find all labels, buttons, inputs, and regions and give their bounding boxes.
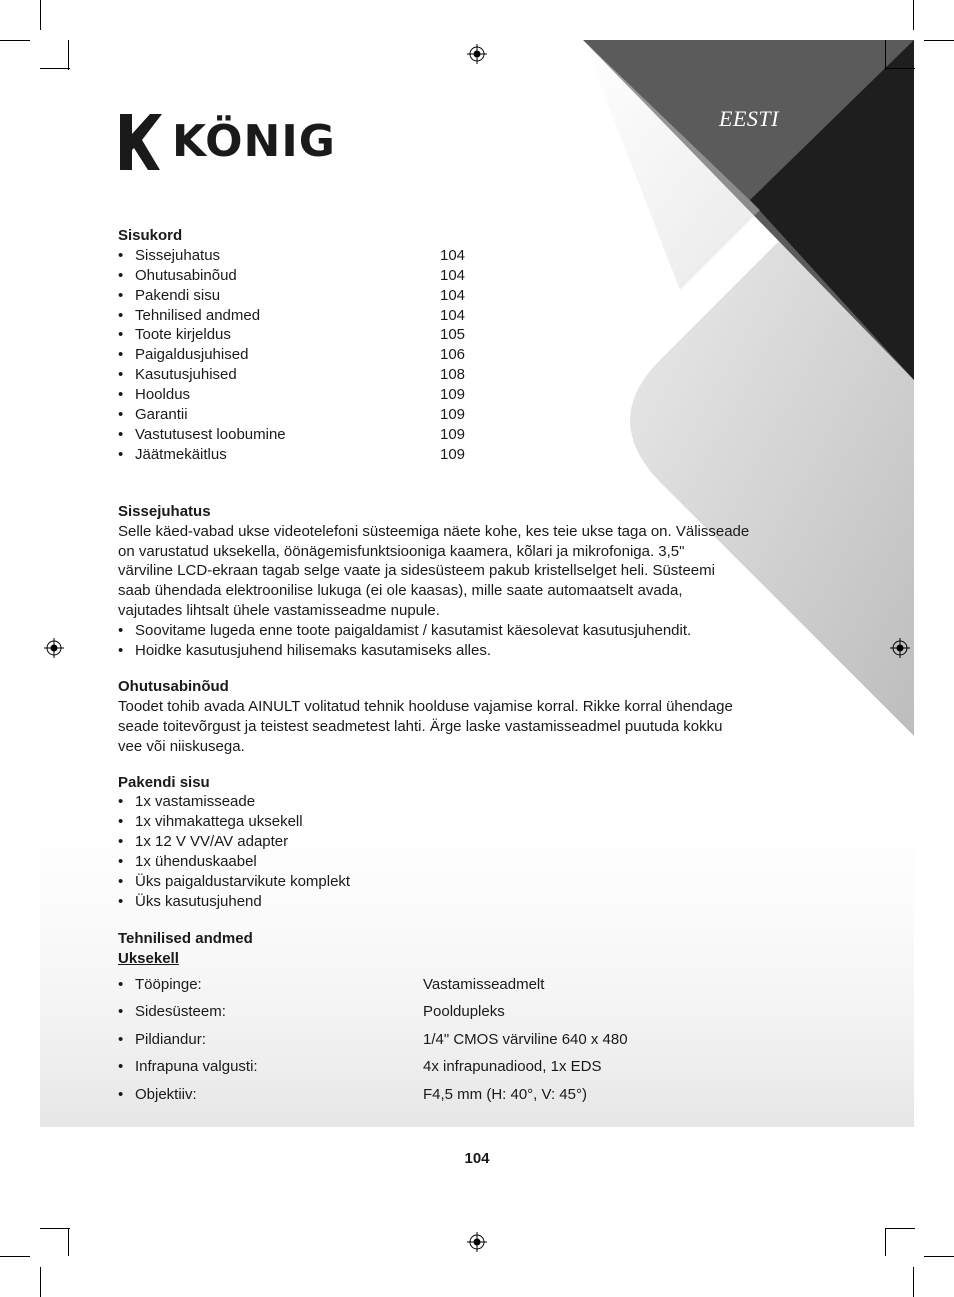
list-item bbox=[118, 286, 768, 306]
safety-title: Ohutusabinõud bbox=[118, 677, 229, 695]
crop-mark bbox=[0, 40, 30, 41]
language-label: EESTI bbox=[719, 106, 779, 131]
toc-page: 104 bbox=[440, 246, 466, 264]
intro-line: on varustatud uksekella, öönägemisfunktsiooniga kaamera, kõlari ja mikrofoniga. 3,5" bbox=[118, 542, 685, 560]
crop-mark bbox=[885, 1228, 886, 1256]
toc-title: Sisukord bbox=[118, 227, 183, 244]
bullet-icon: • bbox=[118, 975, 124, 993]
package-item: Üks paigaldustarvikute komplekt bbox=[135, 873, 351, 891]
toc-page: 108 bbox=[440, 366, 466, 384]
intro-bullet: Hoidke kasutusjuhend hilisemaks kasutamiseks alles. bbox=[135, 642, 492, 660]
crop-mark bbox=[924, 40, 954, 41]
crop-mark bbox=[913, 1267, 914, 1297]
spec-label: Infrapuna valgusti: bbox=[135, 1058, 258, 1076]
registration-mark-icon bbox=[44, 638, 64, 658]
bullet-icon: • bbox=[118, 892, 124, 910]
bullet-icon: • bbox=[118, 1030, 124, 1048]
spec-row bbox=[118, 975, 768, 1003]
crop-mark bbox=[68, 40, 69, 70]
package-item: 1x vihmakattega uksekell bbox=[135, 813, 303, 831]
list-item bbox=[118, 246, 768, 266]
crop-mark bbox=[40, 68, 70, 69]
toc-label: Tehnilised andmed bbox=[135, 306, 261, 324]
bullet-icon: • bbox=[118, 853, 124, 871]
list-item bbox=[118, 425, 768, 445]
crop-mark bbox=[40, 1267, 41, 1297]
package-item: 1x vastamisseade bbox=[135, 793, 256, 811]
registration-mark-icon bbox=[890, 638, 910, 658]
crop-mark bbox=[40, 1228, 70, 1229]
intro-line: vajutades lihtsalt ühele vastamisseadme nupule. bbox=[118, 602, 440, 620]
toc-label: Vastutusest loobumine bbox=[135, 425, 286, 443]
spec-label: Objektiiv: bbox=[135, 1085, 197, 1103]
crop-mark bbox=[0, 1256, 30, 1257]
spec-row bbox=[118, 1057, 768, 1085]
main-content bbox=[118, 226, 768, 1112]
list-item bbox=[118, 325, 768, 345]
intro-title: Sissejuhatus bbox=[118, 502, 211, 520]
crop-mark bbox=[40, 0, 41, 30]
list-item bbox=[118, 892, 768, 912]
registration-mark-icon bbox=[467, 1232, 487, 1252]
crop-mark bbox=[913, 0, 914, 30]
spec-value: Vastamisseadmelt bbox=[423, 975, 545, 993]
spec-label: Pildiandur: bbox=[135, 1030, 206, 1048]
toc-label: Toote kirjeldus bbox=[135, 326, 231, 344]
bullet-icon: • bbox=[118, 622, 124, 640]
specs-title: Tehnilised andmed bbox=[118, 929, 253, 947]
toc-page: 109 bbox=[440, 445, 466, 463]
spec-row bbox=[118, 1085, 768, 1113]
bullet-icon: • bbox=[118, 1085, 124, 1103]
list-item bbox=[118, 266, 768, 286]
bullet-icon: • bbox=[118, 286, 124, 304]
toc-label: Ohutusabinõud bbox=[135, 266, 237, 284]
spec-value: F4,5 mm (H: 40°, V: 45°) bbox=[423, 1085, 587, 1103]
toc-page: 106 bbox=[440, 346, 466, 364]
toc-page: 105 bbox=[440, 326, 466, 344]
toc-label: Sissejuhatus bbox=[135, 246, 221, 264]
crop-mark bbox=[924, 1256, 954, 1257]
list-item bbox=[118, 345, 768, 365]
toc-label: Hooldus bbox=[135, 386, 191, 404]
list-item bbox=[118, 621, 768, 641]
toc-label: Paigaldusjuhised bbox=[135, 346, 249, 364]
toc-page: 109 bbox=[440, 425, 466, 443]
package-item: Üks kasutusjuhend bbox=[135, 892, 262, 910]
page-number: 104 bbox=[464, 1150, 490, 1167]
bullet-icon: • bbox=[118, 246, 124, 264]
toc-label: Garantii bbox=[135, 406, 188, 424]
intro-line: värviline LCD-ekraan tagab selge vaate ja sidesüsteem pakub kristellselget heli. Süsteemi bbox=[118, 562, 715, 580]
list-item bbox=[118, 385, 768, 405]
safety-line: Toodet tohib avada AINULT volitatud tehnik hoolduse vajamise korral. Rikke korral ühendage bbox=[118, 697, 733, 715]
bullet-icon: • bbox=[118, 1058, 124, 1076]
crop-mark bbox=[68, 1228, 69, 1256]
safety-line: vee või niiskusega. bbox=[118, 737, 245, 755]
crop-mark bbox=[885, 68, 915, 69]
toc-page: 104 bbox=[440, 286, 466, 304]
list-item bbox=[118, 792, 768, 812]
bullet-icon: • bbox=[118, 425, 124, 443]
spec-label: Tööpinge: bbox=[135, 975, 202, 993]
toc-page: 109 bbox=[440, 406, 466, 424]
spec-row bbox=[118, 1002, 768, 1030]
list-item bbox=[118, 641, 768, 661]
spec-row bbox=[118, 1030, 768, 1058]
toc-list bbox=[118, 246, 768, 465]
safety-line: seade toitevõrgust ja teistest seadmetest lahti. Ärge laske vastamisseadmel puutuda kokku bbox=[118, 717, 723, 735]
toc-label: Jäätmekäitlus bbox=[135, 445, 227, 463]
toc-label: Kasutusjuhised bbox=[135, 366, 237, 384]
specs-subtitle: Uksekell bbox=[118, 949, 179, 967]
bullet-icon: • bbox=[118, 406, 124, 424]
registration-mark-icon bbox=[467, 44, 487, 64]
toc-page: 109 bbox=[440, 386, 466, 404]
bullet-icon: • bbox=[118, 833, 124, 851]
spec-value: Pooldupleks bbox=[423, 1003, 505, 1021]
spec-value: 4x infrapunadiood, 1x EDS bbox=[423, 1058, 602, 1076]
bullet-icon: • bbox=[118, 873, 124, 891]
toc-label: Pakendi sisu bbox=[135, 286, 221, 304]
list-item bbox=[118, 445, 768, 465]
toc-page: 104 bbox=[440, 266, 466, 284]
bullet-icon: • bbox=[118, 326, 124, 344]
spec-label: Sidesüsteem: bbox=[135, 1003, 226, 1021]
list-item bbox=[118, 872, 768, 892]
list-item bbox=[118, 405, 768, 425]
crop-mark bbox=[885, 1228, 915, 1229]
list-item bbox=[118, 832, 768, 852]
list-item bbox=[118, 852, 768, 872]
package-item: 1x 12 V VV/AV adapter bbox=[135, 833, 289, 851]
toc-page: 104 bbox=[440, 306, 466, 324]
list-item bbox=[118, 365, 768, 385]
crop-mark bbox=[885, 40, 886, 70]
bullet-icon: • bbox=[118, 386, 124, 404]
bullet-icon: • bbox=[118, 266, 124, 284]
brand-logo-text: KÖNIG bbox=[172, 116, 336, 167]
intro-line: Selle käed-vabad ukse videotelefoni süsteemiga näete kohe, kes teie ukse taga on. Välisseade bbox=[118, 522, 750, 540]
spec-value: 1/4" CMOS värviline 640 x 480 bbox=[423, 1030, 628, 1048]
bullet-icon: • bbox=[118, 445, 124, 463]
bullet-icon: • bbox=[118, 346, 124, 364]
intro-bullet: Soovitame lugeda enne toote paigaldamist / kasutamist käesolevat kasutusjuhendit. bbox=[135, 622, 692, 640]
package-item: 1x ühenduskaabel bbox=[135, 853, 257, 871]
bullet-icon: • bbox=[118, 366, 124, 384]
bullet-icon: • bbox=[118, 642, 124, 660]
bullet-icon: • bbox=[118, 793, 124, 811]
list-item bbox=[118, 812, 768, 832]
konig-logo-icon bbox=[118, 112, 162, 172]
package-title: Pakendi sisu bbox=[118, 773, 210, 791]
intro-line: saab ühendada elektroonilise lukuga (ei ole kaasas), mille saate automaatselt avada, bbox=[118, 582, 683, 600]
bullet-icon: • bbox=[118, 1003, 124, 1021]
bullet-icon: • bbox=[118, 813, 124, 831]
bullet-icon: • bbox=[118, 306, 124, 324]
list-item bbox=[118, 306, 768, 326]
